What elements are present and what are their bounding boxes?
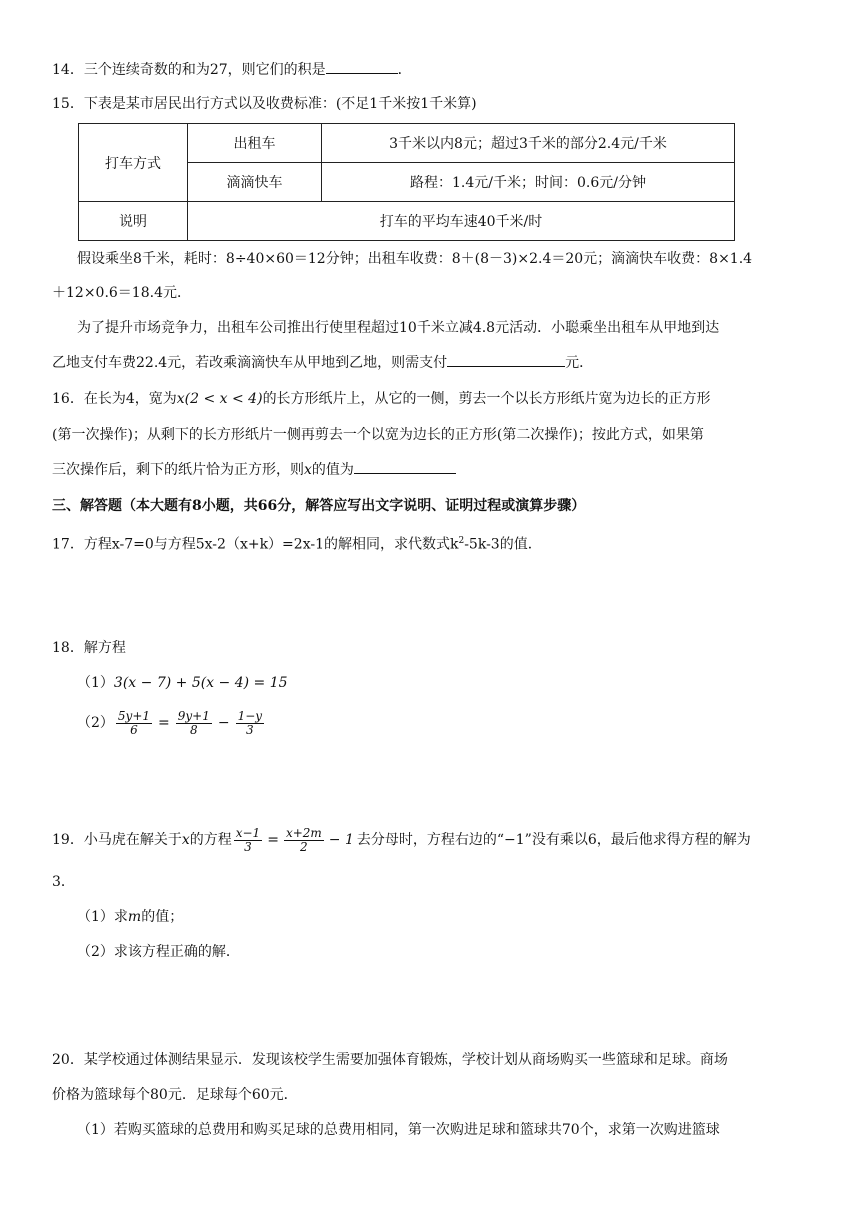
question-number: 19． xyxy=(52,832,84,848)
table-header-mode: 打车方式 xyxy=(79,124,188,202)
question-text: 下表是某市居民出行方式以及收费标准：(不足1千米按1千米算) xyxy=(83,96,477,112)
table-cell-taxi-fee: 3千米以内8元；超过3千米的部分2.4元/千米 xyxy=(322,124,735,163)
question-20-part1: （1）若购买篮球的总费用和购买足球的总费用相同，第一次购进足球和篮球共70个，求第一次购进篮球 xyxy=(77,1122,720,1138)
question-16-line1: 16．在长为4，宽为x(2 < x < 4)的长方形纸片上，从它的一侧，剪去一个以长方形纸片宽为边长的正方形 xyxy=(52,391,711,407)
answer-blank[interactable] xyxy=(354,459,456,474)
fraction: $\frac{x-1}{3}$ xyxy=(235,825,261,854)
question-17: 17．方程x-7=0与方程5x-2（x+k）=2x-1的解相同，求代数式$k^2-5k-3$的值． xyxy=(52,536,542,553)
question-number: 15． xyxy=(52,96,84,112)
question-15-example-line1: 假设乘坐8千米，耗时：8÷40×60＝12分钟；出租车收费：8＋(8－3)×2.4＝20元；滴滴快车收费：8×1.4 xyxy=(77,251,753,267)
question-number: 17． xyxy=(52,536,84,553)
question-number: 18． xyxy=(52,640,84,656)
question-19-line1: 19． 小马虎在解关于 x 的方程 $\frac{x-1}{3}$ = $\frac{x+2m}{2}$ − 1 去分母时，方程右边的“−1”没有乘以6，最后他求得方程的解为 xyxy=(52,825,751,854)
answer-blank[interactable] xyxy=(326,59,398,74)
fare-table xyxy=(78,123,735,241)
question-16-line3: 三次操作后，剩下的纸片恰为正方形，则x的值为 xyxy=(52,459,456,481)
fraction: $\frac{x+2m}{2}$ xyxy=(285,825,322,854)
question-number: 14． xyxy=(52,62,84,78)
table-cell-didi: 滴滴快车 xyxy=(188,163,322,202)
answer-blank[interactable] xyxy=(447,352,565,367)
table-cell-taxi: 出租车 xyxy=(188,124,322,163)
question-14: 14．三个连续奇数的和为27，则它们的积是 ． xyxy=(52,59,412,81)
fraction: $\frac{9y+1}{8}$ xyxy=(177,708,210,737)
question-15-intro xyxy=(52,93,477,115)
question-19-line2: 3． xyxy=(52,874,75,890)
question-18-part1: （1）3(x − 7) + 5(x − 4) = 15 xyxy=(77,675,288,691)
question-number: 20． xyxy=(52,1052,84,1068)
question-text: 三个连续奇数的和为27，则它们的积是 xyxy=(83,62,326,78)
table-header-note: 说明 xyxy=(79,202,188,241)
question-18-part2: （2） $\frac{5y+1}{6}$ = $\frac{9y+1}{8}$ − $\frac{1-y}{3}$ xyxy=(77,708,263,737)
question-20-line2: 价格为篮球每个80元．足球每个60元． xyxy=(52,1087,298,1103)
fraction: $\frac{5y+1}{6}$ xyxy=(117,708,151,737)
table-cell-note: 打车的平均车速40千米/时 xyxy=(188,202,735,241)
question-19-part1: （1）求m的值； xyxy=(77,909,184,925)
question-16-line2: (第一次操作)；从剩下的长方形纸片一侧再剪去一个以宽为边长的正方形(第二次操作)；按此方式，如果第 xyxy=(52,427,704,443)
question-15-example-line2: ＋12×0.6＝18.4元． xyxy=(52,285,191,301)
question-number: 16． xyxy=(52,391,84,407)
question-15-para-line2: 乙地支付车费22.4元，若改乘滴滴快车从甲地到乙地，则需支付 元． xyxy=(52,352,593,374)
section-title: 三、解答题（本大题有8小题，共66分，解答应写出文字说明、证明过程或演算步骤） xyxy=(52,498,586,514)
question-20-line1: 20．某学校通过体测结果显示．发现该校学生需要加强体育锻炼，学校计划从商场购买一些篮球和足球。商场 xyxy=(52,1052,728,1068)
question-18-title: 18．解方程 xyxy=(52,640,126,656)
table-cell-didi-fee: 路程：1.4元/千米；时间：0.6元/分钟 xyxy=(322,163,735,202)
question-15-para-line1: 为了提升市场竞争力，出租车公司推出行使里程超过10千米立减4.8元活动．小聪乘坐出租车从甲地到达 xyxy=(77,320,720,336)
question-19-part2: （2）求该方程正确的解． xyxy=(77,944,240,960)
fraction: $\frac{1-y}{3}$ xyxy=(237,708,263,737)
